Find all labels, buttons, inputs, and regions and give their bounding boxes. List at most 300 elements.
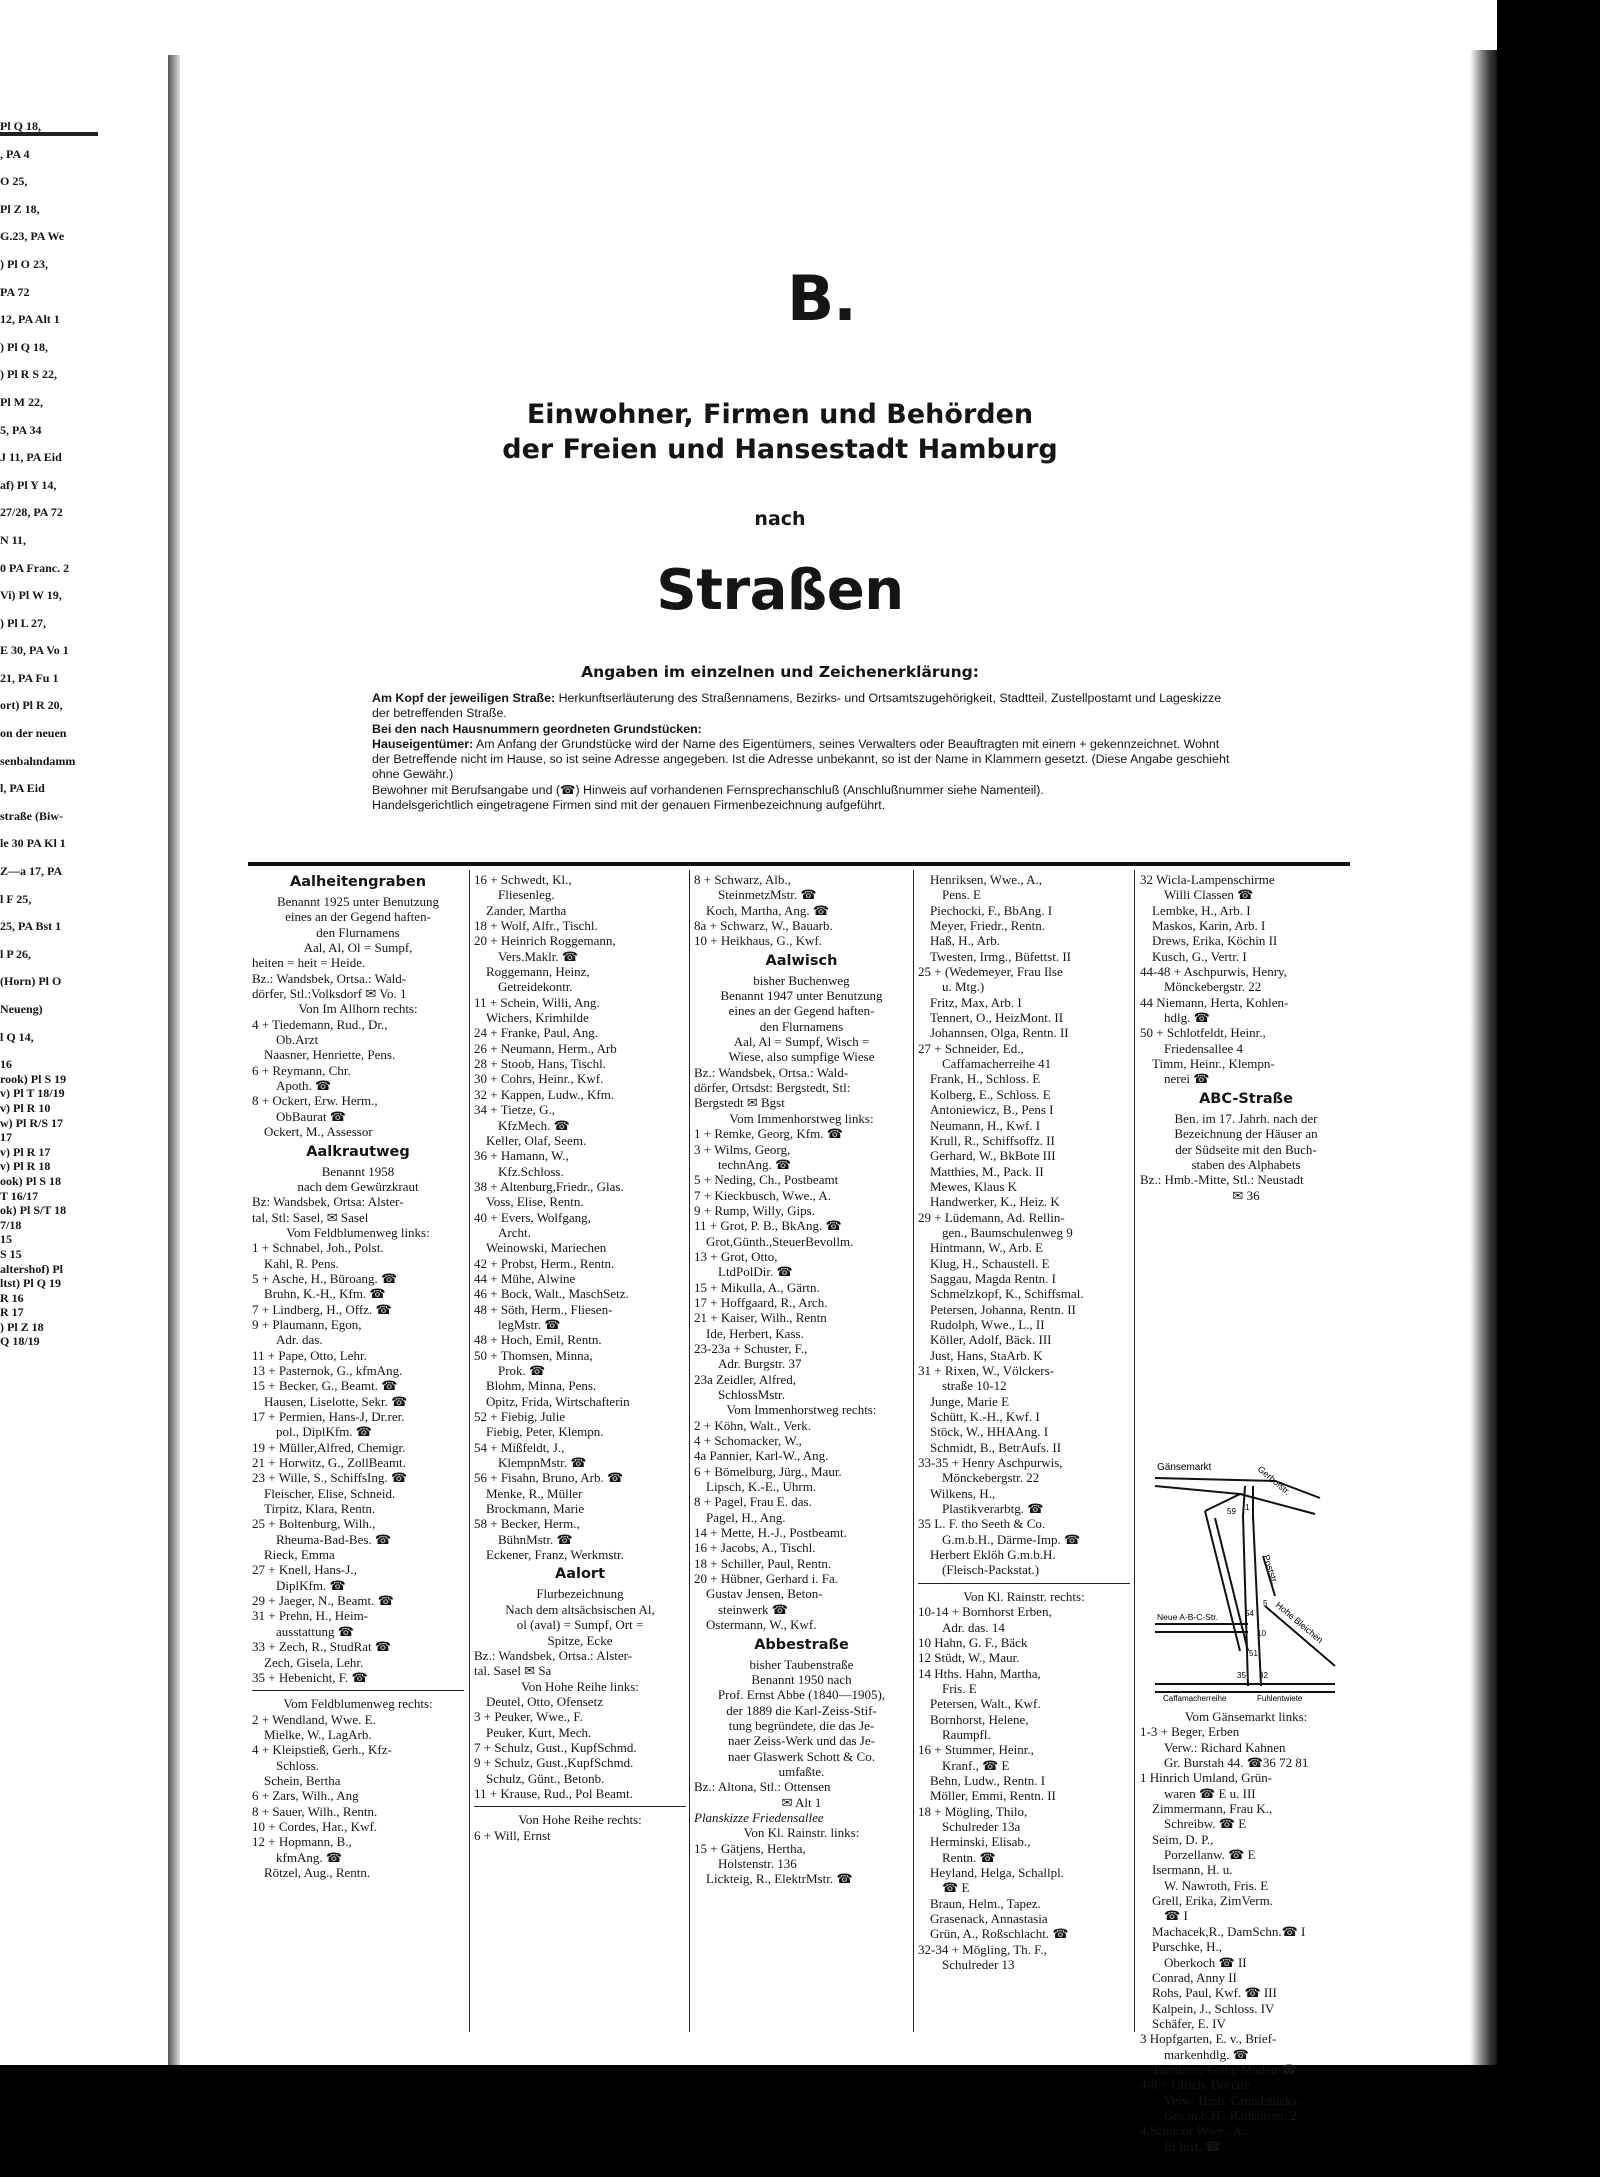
- left-page-line: R 17: [0, 1306, 24, 1319]
- directory-entry: 4-8 + Ulrich, Dorette: [1140, 2077, 1250, 2093]
- directory-entry: kfmAng. ☎: [276, 1849, 343, 1865]
- map-label-poststr: Poststr.: [1261, 1553, 1280, 1586]
- street-note: Benannt 1925 unter Benutzung: [276, 894, 440, 909]
- directory-entry: 50 + Schlotfeldt, Heinr.,: [1140, 1025, 1266, 1041]
- columns-top-rule: [248, 862, 1350, 866]
- directory-entry: Schütt, K.-H., Kwf. I: [930, 1409, 1040, 1425]
- directory-entry: 10 + Cordes, Har., Kwf.: [252, 1818, 378, 1834]
- left-page-line: 7/18: [0, 1218, 22, 1232]
- legend-heading: Angaben im einzelnen und Zeichenerklärung:: [581, 663, 979, 681]
- directory-entry: 54 + Mißfeldt, J.,: [474, 1439, 565, 1455]
- directory-entry: 6 + Reymann, Chr.: [252, 1062, 351, 1078]
- directory-entry: Porzellanw. ☎ E: [1164, 1847, 1256, 1863]
- directory-entry: 34 + Tietze, G.,: [474, 1102, 556, 1118]
- directory-entry: (Fleisch-Packstat.): [942, 1562, 1040, 1578]
- directory-entry: waren ☎ E u. III: [1164, 1785, 1256, 1801]
- directory-entry: W. Nawroth, Fris. E: [1164, 1877, 1269, 1893]
- left-page-line: PA 72: [0, 285, 30, 299]
- directory-entry: Bz.: Hmb.-Mitte, Stl.: Neustadt: [1140, 1172, 1304, 1188]
- directory-entry: ObBaurat ☎: [276, 1108, 346, 1124]
- directory-entry: Heyland, Helga, Schallpl.: [930, 1865, 1064, 1880]
- left-page-line: v) Pl R 10: [0, 1101, 51, 1115]
- directory-entry: Petersen, Walt., Kwf.: [930, 1696, 1041, 1712]
- directory-entry: Ges.m.b.H., Rathausstr. 2: [1164, 2107, 1297, 2123]
- directory-entry: Schloss.: [276, 1757, 319, 1773]
- directory-entry: Verw.: Richard Kahnen: [1164, 1739, 1286, 1755]
- left-page-line: 15: [0, 1233, 12, 1246]
- left-page-line: ) Pl L 27,: [0, 616, 47, 630]
- directory-entry: Möller, Emmi, Rentn. II: [930, 1788, 1056, 1804]
- directory-entry: 29 + Lüdemann, Ad. Rellin-: [918, 1209, 1065, 1225]
- left-page-line: R 16: [0, 1291, 24, 1305]
- directory-entry: Lickteig, R., ElektrMstr. ☎: [706, 1871, 853, 1887]
- directory-entry: Bz.: Wandsbek, Ortsa.: Wald-: [252, 970, 407, 986]
- directory-entry: Bz.: Wandsbek, Ortsa.: Wald-: [694, 1064, 849, 1080]
- directory-entry: Seim, D. P.,: [1152, 1831, 1214, 1847]
- scan-border-right: [1497, 0, 1600, 2177]
- directory-entry: 8a + Schwarz, W., Bauarb.: [694, 918, 833, 934]
- directory-entry: Blohm, Minna, Pens.: [486, 1378, 597, 1394]
- directory-entry: Koch, Martha, Ang. ☎: [706, 902, 830, 918]
- legend-paragraph: [372, 722, 1232, 737]
- directory-entry: 38 + Altenburg,Friedr., Glas.: [474, 1178, 624, 1194]
- directory-entry: straße 10-12: [942, 1378, 1007, 1394]
- directory-entry: BühnMstr. ☎: [498, 1531, 573, 1547]
- directory-entry: Gustav Jensen, Beton-: [706, 1586, 823, 1602]
- directory-entry: Planskizze Friedensallee: [694, 1809, 824, 1825]
- page-gutter-shadow: [168, 55, 180, 2065]
- directory-entry: Plastikverarbtg. ☎: [942, 1501, 1044, 1517]
- left-page-line: 17: [0, 1131, 12, 1144]
- directory-entry: Schreibw. ☎ E: [1164, 1816, 1247, 1832]
- left-page-line: l, PA Eid: [0, 782, 45, 795]
- left-page-line: v) Pl R 18: [0, 1160, 51, 1173]
- directory-entry: 4 + Schomacker, W.,: [694, 1433, 802, 1449]
- directory-entry: markenhdlg. ☎: [1164, 2046, 1249, 2062]
- directory-entry: 33 + Zech, R., StudRat ☎: [252, 1639, 392, 1655]
- left-page-line: ok) Pl S/T 18: [0, 1204, 67, 1217]
- directory-entry: 2 + Köhn, Walt., Verk.: [694, 1417, 812, 1433]
- left-page-line: af) Pl Y 14,: [0, 478, 57, 492]
- directory-entry: 48 + Hoch, Emil, Rentn.: [474, 1332, 602, 1348]
- street-note: ✉ Alt 1: [781, 1794, 822, 1810]
- directory-entry: Drews, Erika, Köchin II: [1152, 933, 1278, 949]
- map-label-gerhofstr: Gerhofstr.: [1255, 1463, 1293, 1497]
- street-note: naer Glaswerk Schott & Co.: [728, 1748, 875, 1764]
- left-page-line: Q 18/19: [0, 1335, 40, 1349]
- directory-entry: 16 + Schwedt, Kl.,: [474, 872, 572, 887]
- street-note: Nach dem altsächsischen Al,: [505, 1601, 655, 1617]
- directory-entry: 11 + Grot, P. B., BkAng. ☎: [694, 1218, 842, 1234]
- directory-entry: Zech, Gisela, Lehr.: [264, 1654, 364, 1670]
- left-page-line: l Q 14,: [0, 1030, 34, 1044]
- legend-paragraph: [372, 737, 1232, 783]
- left-page-line: 21, PA Fu 1: [0, 671, 59, 685]
- street-heading: ABC-Straße: [1199, 1090, 1293, 1107]
- directory-entry: 10 + Heikhaus, G., Kwf.: [694, 933, 822, 949]
- directory-entry: Zander, Martha: [486, 902, 567, 918]
- directory-entry: 13 + Grot, Otto,: [694, 1248, 778, 1264]
- left-page-line: N 11,: [0, 533, 27, 547]
- directory-entry: Ockert, M., Assessor: [264, 1124, 373, 1140]
- directory-entry: 20 + Heinrich Roggemann,: [474, 933, 616, 949]
- street-note: eines an der Gegend haften-: [728, 1003, 875, 1019]
- directory-entry: 48 + Söth, Herm., Fliesen-: [474, 1301, 613, 1317]
- left-page-line: on der neuen: [0, 727, 67, 740]
- directory-entry: pol., DiplKfm. ☎: [276, 1424, 372, 1440]
- street-note: Benannt 1947 unter Benutzung: [720, 988, 883, 1004]
- directory-entry: 12 Stüdt, W., Maur.: [918, 1650, 1020, 1666]
- directory-entry: 5 + Neding, Ch., Postbeamt: [694, 1172, 839, 1188]
- directory-entry: Kusch, G., Vertr. I: [1152, 948, 1247, 964]
- left-page-line: 25, PA Bst 1: [0, 920, 62, 933]
- directory-entry: Holstenstr. 136: [718, 1855, 797, 1871]
- street-note: Von Kl. Rainstr. links:: [743, 1825, 860, 1841]
- directory-entry: Deutel, Otto, Ofensetz: [486, 1693, 603, 1709]
- directory-entry: Vers.Maklr. ☎: [498, 948, 579, 964]
- directory-entry: Fliesenleg.: [498, 887, 555, 903]
- page-edge-shadow: [1470, 50, 1498, 2065]
- directory-entry: dörfer, Ortsdst: Bergstedt, Stl:: [694, 1080, 851, 1096]
- directory-entry: 15 + Mikulla, A., Gärtn.: [694, 1279, 820, 1295]
- directory-column-5-top: [1140, 872, 1352, 1203]
- title-line-1: Einwohner, Firmen und Behörden: [526, 399, 1034, 430]
- left-page-line: straße (Biw-: [0, 809, 63, 823]
- directory-entry: 36 + Hamann, W.,: [474, 1148, 569, 1164]
- left-page-line: Neueng): [0, 1003, 43, 1016]
- title-block: [410, 397, 1150, 467]
- directory-entry: 27 + Knell, Hans-J.,: [252, 1562, 357, 1578]
- directory-entry: 30 + Cohrs, Heinr., Kwf.: [474, 1071, 604, 1087]
- directory-entry: Mönckebergstr. 22: [942, 1470, 1040, 1486]
- abc-strasse-sketch-map: [1145, 1456, 1345, 1702]
- directory-entry: Kahl, R. Pens.: [264, 1255, 339, 1271]
- directory-entry: Neumann, H., Kwf. I: [930, 1117, 1041, 1133]
- directory-entry: SteinmetzMstr. ☎: [718, 887, 817, 903]
- directory-entry: Adr. das. 14: [942, 1619, 1005, 1635]
- left-page-line: ) Pl Q 18,: [0, 340, 48, 354]
- directory-entry: 50 + Thomsen, Minna,: [474, 1347, 593, 1363]
- map-label-hohe-bleichen: Hohe Bleichen: [1273, 1599, 1325, 1646]
- directory-entry: Rudolph, Wwe., L., II: [930, 1316, 1045, 1332]
- directory-entry: 6 + Zars, Wilh., Ang: [252, 1788, 359, 1804]
- directory-entry: 32 Wicla-Lampenschirme: [1140, 872, 1275, 887]
- street-note: Benannt 1958: [321, 1163, 395, 1179]
- directory-entry: 44 + Mühe, Alwine: [474, 1270, 576, 1286]
- street-note: Aal, Al, Ol = Sumpf,: [303, 940, 413, 956]
- street-note: umfaßte.: [778, 1763, 825, 1779]
- directory-entry: KlempnMstr. ☎: [498, 1455, 587, 1471]
- directory-entry: 52 + Fiebig, Julie: [474, 1409, 566, 1425]
- directory-entry: Schmidt, B., BetrAufs. II: [930, 1439, 1062, 1455]
- left-page-line: v) Pl R 17: [0, 1145, 51, 1159]
- street-note: staben des Alphabets: [1191, 1156, 1301, 1172]
- directory-entry: Hausen, Liselotte, Sekr. ☎: [264, 1393, 408, 1409]
- directory-entry: 12 + Hopmann, B.,: [252, 1834, 352, 1850]
- left-page-line: 27/28, PA 72: [0, 506, 63, 519]
- map-number: 1: [1245, 1503, 1250, 1512]
- directory-entry: Getreidekontr.: [498, 979, 573, 995]
- street-note: Benannt 1950 nach: [751, 1671, 852, 1687]
- directory-entry: Herbert Eklöh G.m.b.H.: [930, 1547, 1056, 1563]
- directory-entry: 4a Pannier, Karl-W., Ang.: [694, 1448, 829, 1464]
- directory-entry: Matthies, M., Pack. II: [930, 1163, 1044, 1179]
- directory-entry: 25 + (Wedemeyer, Frau Ilse: [918, 964, 1063, 980]
- directory-entry: LtdPolDir. ☎: [718, 1264, 793, 1280]
- directory-entry: 26 + Neumann, Herm., Arb: [474, 1040, 617, 1056]
- street-note: Bezeichnung der Häuser an: [1174, 1126, 1318, 1142]
- directory-entry: 9 + Plaumann, Egon,: [252, 1316, 362, 1332]
- directory-entry: 14 + Mette, H.-J., Postbeamt.: [694, 1525, 847, 1541]
- directory-entry: G.m.b.H., Därme-Imp. ☎: [942, 1531, 1081, 1547]
- directory-entry: 2 + Wendland, Wwe. E.: [252, 1711, 376, 1727]
- legend-paragraph: [372, 783, 1232, 798]
- directory-entry: Meyer, Friedr., Rentn.: [930, 918, 1046, 934]
- left-page-line: senbahndamm: [0, 754, 76, 768]
- street-note: Vom Immenhorstweg links:: [729, 1110, 874, 1126]
- directory-entry: 4 + Tiedemann, Rud., Dr.,: [252, 1016, 388, 1032]
- directory-entry: Schulz, Günt., Betonb.: [486, 1770, 605, 1786]
- directory-entry: Grell, Erika, ZimVerm.: [1152, 1893, 1273, 1909]
- left-page-line: O 25,: [0, 175, 28, 188]
- directory-entry: tal, Stl: Sasel, ✉ Sasel: [252, 1209, 369, 1225]
- directory-entry: gen., Baumschulenweg 9: [942, 1224, 1073, 1240]
- directory-entry: Voss, Elise, Rentn.: [486, 1194, 584, 1210]
- left-page-line: altershof) Pl: [0, 1262, 63, 1276]
- street-note: Prof. Ernst Abbe (1840—1905),: [717, 1687, 886, 1703]
- directory-entry: 7 + Schulz, Gust., KupfSchmd.: [474, 1739, 637, 1755]
- directory-entry: Eckener, Franz, Werkmstr.: [486, 1547, 624, 1563]
- directory-entry: Junge, Marie E: [930, 1393, 1010, 1409]
- directory-entry: Apoth. ☎: [276, 1078, 332, 1094]
- directory-entry: 23 + Wille, S., SchiffsIng. ☎: [252, 1470, 408, 1486]
- directory-entry: Schmelzkopf, K., Schiffsmal.: [930, 1286, 1084, 1302]
- map-number: 51: [1249, 1649, 1258, 1658]
- street-note: nach dem Gewürzkraut: [297, 1178, 419, 1194]
- column-divider: [469, 870, 470, 2032]
- street-note: Aal, Al = Sumpf, Wisch =: [733, 1034, 870, 1050]
- directory-entry: Conrad, Anny II: [1152, 1969, 1237, 1985]
- directory-entry: Fris. E: [942, 1680, 977, 1696]
- legend-term: Bei den nach Hausnummern geordneten Grundstücken:: [372, 721, 702, 736]
- directory-entry: Raumpfl.: [942, 1726, 991, 1742]
- directory-entry: Schäfer, E. IV: [1152, 2015, 1226, 2031]
- directory-entry: 40 + Evers, Wolfgang,: [474, 1209, 591, 1225]
- directory-entry: Rötzel, Aug., Rentn.: [264, 1864, 371, 1880]
- directory-entry: Fritz, Max, Arb. I: [930, 994, 1022, 1010]
- directory-entry: Gr. Burstah 44. ☎36 72 81: [1164, 1755, 1309, 1771]
- directory-entry: 14 Hths. Hahn, Martha,: [918, 1665, 1041, 1681]
- directory-entry: Braun, Helm., Tapez.: [930, 1895, 1041, 1911]
- directory-entry: 33-35 + Henry Aschpurwis,: [918, 1455, 1063, 1471]
- directory-entry: 3 + Peuker, Wwe., F.: [474, 1709, 583, 1725]
- left-page-line: , PA 4: [0, 147, 30, 161]
- directory-entry: Wichers, Krimhilde: [486, 1010, 589, 1026]
- left-page-line: 0 PA Franc. 2: [0, 561, 70, 575]
- directory-entry: 44-48 + Aschpurwis, Henry,: [1140, 964, 1287, 980]
- directory-entry: 46 + Bock, Walt., MaschSetz.: [474, 1286, 629, 1302]
- legend-term: Am Kopf der jeweiligen Straße:: [372, 691, 556, 705]
- left-page-line: ort) Pl R 20,: [0, 699, 63, 713]
- directory-entry: 32-34 + Mögling, Th. F.,: [918, 1941, 1047, 1957]
- directory-entry: Grün, A., Roßschlacht. ☎: [930, 1926, 1069, 1942]
- directory-entry: Just, Hans, StaArb. K: [930, 1347, 1043, 1363]
- directory-entry: ☎ E: [942, 1880, 970, 1896]
- left-page-line: l F 25,: [0, 892, 32, 906]
- directory-entry: Adr. das.: [276, 1332, 323, 1348]
- directory-entry: Wilkens, H.,: [930, 1485, 996, 1501]
- directory-entry: Petersen, Johanna, Rentn. II: [930, 1301, 1076, 1317]
- column-divider: [1134, 870, 1135, 2032]
- title-line-2: der Freien und Hansestadt Hamburg: [502, 434, 1058, 465]
- directory-entry: Stöck, W., HHAAng. I: [930, 1424, 1049, 1440]
- street-note: Ben. im 17. Jahrh. nach der: [1174, 1110, 1318, 1126]
- directory-entry: 16 + Jacobs, A., Tischl.: [694, 1540, 816, 1556]
- directory-entry: Grot,Günth.,SteuerBevollm.: [706, 1233, 854, 1249]
- map-number: 32: [1259, 1671, 1268, 1680]
- directory-entry: Schulreder 13a: [942, 1818, 1021, 1834]
- street-heading: Aalwisch: [765, 952, 838, 969]
- directory-entry: Kfz.Schloss.: [498, 1163, 564, 1179]
- map-label-gaensemarkt: Gänsemarkt: [1157, 1462, 1212, 1473]
- directory-column-4: [918, 872, 1130, 1972]
- directory-entry: Mewes, Klaus K: [930, 1178, 1018, 1194]
- directory-entry: Brockmann, Marie: [486, 1501, 585, 1517]
- street-note: eines an der Gegend haften-: [285, 909, 431, 925]
- directory-entry: steinwerk ☎: [718, 1601, 788, 1617]
- left-page-line: w) Pl R/S 17: [0, 1116, 63, 1130]
- legend-description: Am Anfang der Grundstücke wird der Name des Eigentümers, seines Verwalters oder Beauftragten mit einem + gekennzeichnet. Wohnt der Betreffende nicht im Hause, so ist seine Adresse angegeben. Ist die Adresse unbekannt, so ist der Name in Klammern gesetzt. (Diese Angabe geschieht ohne Gewähr.): [372, 736, 1230, 782]
- directory-entry: 27 + Schneider, Ed.,: [918, 1040, 1024, 1056]
- directory-entry: Rentn. ☎: [942, 1849, 996, 1865]
- directory-entry: Grasenack, Annastasia: [930, 1911, 1048, 1927]
- street-note: den Flurnamens: [759, 1018, 844, 1034]
- street-note: der Südseite mit den Buch-: [1175, 1141, 1317, 1157]
- directory-entry: Johannsen, Olga, Rentn. II: [930, 1025, 1069, 1041]
- directory-entry: Menke, R., Müller: [486, 1485, 583, 1501]
- left-page-line: 5, PA 34: [0, 423, 42, 437]
- directory-entry: Lembke, H., Arb. I: [1152, 902, 1251, 918]
- street-note: bisher Buchenweg: [753, 972, 850, 988]
- directory-entry: Mielke, W., LagArb.: [264, 1726, 372, 1742]
- directory-entry: 7 + Lindberg, H., Offz. ☎: [252, 1301, 392, 1317]
- street-note: Vom Immenhorstweg rechts:: [726, 1402, 877, 1418]
- directory-column-2: [474, 872, 686, 1843]
- left-page-line: rook) Pl S 19: [0, 1072, 67, 1086]
- legend-description: Bewohner mit Berufsangabe und (☎) Hinweis auf vorhandenen Fernsprechanschluß (Anschlußnummer siehe Namenteil).: [372, 782, 1044, 797]
- left-page-line: ) Pl O 23,: [0, 257, 48, 271]
- directory-entry: 17 + Permien, Hans-J, Dr.rer.: [252, 1409, 405, 1424]
- directory-entry: Behn, Ludw., Rentn. I: [930, 1772, 1046, 1788]
- left-page-line: T 16/17: [0, 1189, 39, 1203]
- directory-entry: 23a Zeidler, Alfred,: [694, 1371, 796, 1387]
- directory-entry: 35 L. F. tho Seeth & Co.: [918, 1516, 1046, 1532]
- map-number: 5: [1263, 1599, 1268, 1608]
- directory-entry: Timm, Heinr., Klempn-: [1152, 1056, 1275, 1072]
- directory-entry: 8 + Pagel, Frau E. das.: [694, 1494, 812, 1510]
- directory-entry: Hintmann, W., Arb. E: [930, 1240, 1044, 1256]
- legend-paragraph: [372, 691, 1232, 722]
- directory-entry: Adr. Burgstr. 37: [718, 1356, 802, 1372]
- directory-entry: Bornhorst, Helene,: [930, 1711, 1029, 1727]
- directory-entry: 11 + Schein, Willi, Ang.: [474, 994, 600, 1010]
- directory-entry: Tirpitz, Klara, Rentn.: [264, 1501, 376, 1517]
- directory-entry: Bergstedt ✉ Bgst: [694, 1095, 785, 1111]
- section-divider: [918, 1583, 1130, 1584]
- directory-entry: nerei ☎: [1164, 1071, 1210, 1087]
- directory-entry: 17 + Hoffgaard, R., Arch.: [694, 1294, 828, 1310]
- directory-entry: Taumann, Lolla, Moden ☎: [1152, 2061, 1297, 2077]
- directory-entry: 15 + Gätjens, Hertha,: [694, 1840, 806, 1856]
- directory-entry: Purschke, H.,: [1152, 1939, 1223, 1955]
- street-note: ✉ 36: [1232, 1187, 1260, 1203]
- directory-entry: Bz.: Altona, Stl.: Ottensen: [694, 1779, 831, 1795]
- title-nach: nach: [754, 508, 806, 530]
- street-note: Vom Feldblumenweg links:: [286, 1224, 430, 1240]
- directory-entry: ausstattung ☎: [276, 1623, 354, 1639]
- directory-entry: dörfer, Stl.:Volksdorf ✉ Vo. 1: [252, 986, 407, 1002]
- directory-entry: 18 + Schiller, Paul, Rentn.: [694, 1555, 832, 1571]
- directory-entry: 8 + Schwarz, Alb.,: [694, 872, 791, 887]
- directory-entry: Friedensallee 4: [1164, 1040, 1244, 1056]
- street-note: Wiese, also sumpfige Wiese: [728, 1049, 875, 1065]
- left-page-line: ook) Pl S 18: [0, 1174, 62, 1188]
- directory-entry: 28 + Stoob, Hans, Tischl.: [474, 1056, 606, 1072]
- street-note: Vom Feldblumenweg rechts:: [283, 1696, 433, 1712]
- directory-entry: Kranf., ☎ E: [942, 1757, 1010, 1773]
- directory-entry: Fiebig, Peter, Klempn.: [486, 1424, 604, 1440]
- directory-entry: Kalpein, J., Schloss. IV: [1152, 2000, 1275, 2016]
- directory-entry: 6 + Will, Ernst: [474, 1827, 551, 1843]
- left-page-line: Pl M 22,: [0, 395, 43, 409]
- directory-entry: Schulreder 13: [942, 1957, 1015, 1973]
- directory-entry: KfzMech. ☎: [498, 1117, 570, 1133]
- directory-entry: Lipsch, K.-E., Uhrm.: [706, 1479, 817, 1495]
- directory-entry: Rheuma-Bad-Bes. ☎: [276, 1531, 392, 1547]
- street-note: Flurbezeichnung: [536, 1586, 624, 1602]
- directory-entry: 25 + Boltenburg, Wilh.,: [252, 1516, 376, 1532]
- directory-entry: 1 + Remke, Georg, Kfm. ☎: [694, 1126, 843, 1142]
- street-note: den Flurnamens: [316, 924, 400, 940]
- street-heading: Abbestraße: [754, 1636, 849, 1653]
- section-divider: [252, 1690, 464, 1691]
- street-note: Von Kl. Rainstr. rechts:: [963, 1588, 1085, 1604]
- directory-entry: Naasner, Henriette, Pens.: [264, 1047, 396, 1063]
- left-page-line: E 30, PA Vo 1: [0, 644, 69, 657]
- map-number: 54: [1245, 1609, 1254, 1618]
- directory-entry: El.Inst. ☎: [1164, 2138, 1221, 2154]
- directory-entry: Prok. ☎: [498, 1363, 546, 1378]
- directory-entry: 42 + Probst, Herm., Rentn.: [474, 1255, 615, 1271]
- left-page-line: ltst) Pl Q 19: [0, 1277, 61, 1290]
- directory-entry: 31 + Prehn, H., Heim-: [252, 1608, 369, 1624]
- left-page-line: Pl Z 18,: [0, 202, 40, 216]
- directory-entry: 7 + Kieckbusch, Wwe., A.: [694, 1187, 832, 1203]
- directory-entry: 13 + Pasternok, G., kfmAng.: [252, 1362, 403, 1378]
- left-page-line: ) Pl Z 18: [0, 1320, 44, 1334]
- directory-entry: Oberkoch ☎ II: [1164, 1954, 1247, 1970]
- directory-entry: 56 + Fisahn, Bruno, Arb. ☎: [474, 1470, 624, 1486]
- directory-entry: Handwerker, K., Heiz. K: [930, 1194, 1060, 1210]
- directory-entry: u. Mtg.): [942, 979, 985, 995]
- directory-entry: 1 Hinrich Umland, Grün-: [1140, 1770, 1273, 1786]
- street-note: bisher Taubenstraße: [749, 1656, 854, 1672]
- left-page-line: l P 26,: [0, 947, 32, 961]
- directory-column-5-bottom: [1140, 1709, 1352, 2154]
- directory-entry: 3 Hopfgarten, E. v., Brief-: [1140, 2031, 1277, 2047]
- directory-entry: 11 + Pape, Otto, Lehr.: [252, 1347, 367, 1363]
- directory-entry: Henriksen, Wwe., A.,: [930, 872, 1043, 887]
